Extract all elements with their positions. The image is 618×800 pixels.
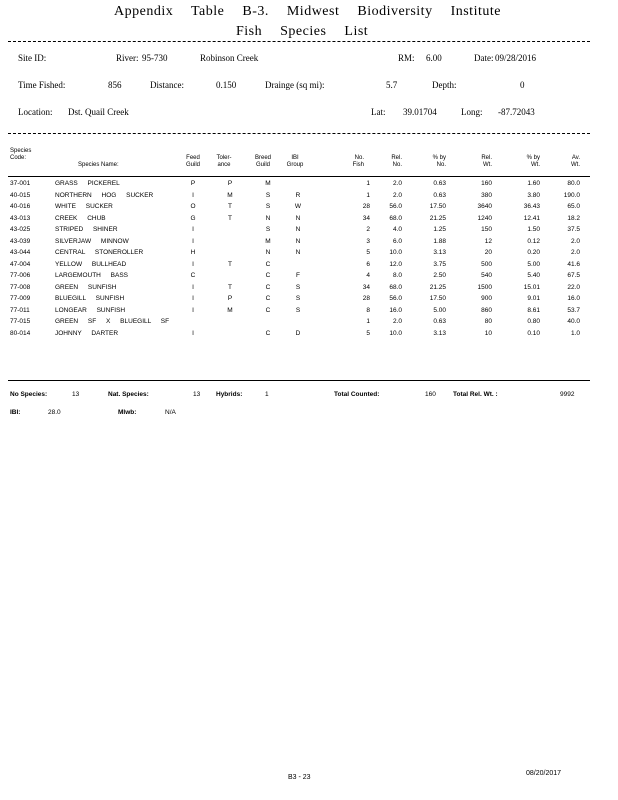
cell-code: 43-044: [10, 249, 31, 256]
cell-pctwt: 5.00: [527, 260, 540, 268]
cell-relwt: 12: [484, 237, 492, 245]
total-rel-wt-label: Total Rel. Wt. :: [453, 391, 498, 398]
cell-breed: C: [265, 329, 271, 337]
location-label: Location:: [18, 107, 53, 117]
cell-toler: T: [228, 203, 232, 210]
cell-code: 47-004: [10, 260, 31, 268]
cell-breed: C: [265, 306, 271, 314]
cell-code: 77-008: [10, 283, 31, 291]
table-row: [0, 180, 618, 191]
cell-avwt: 2.0: [570, 237, 580, 245]
cell-code: 40-015: [10, 191, 31, 199]
cell-name: BLUEGILL SUNFISH: [55, 295, 125, 302]
cell-relno: 56.0: [389, 295, 402, 302]
cell-nofish: 8: [366, 306, 370, 314]
nat-species-value: 13: [193, 391, 201, 398]
long-value: -87.72043: [498, 107, 535, 117]
cell-nofish: 28: [362, 203, 370, 210]
cell-nofish: 3: [366, 237, 370, 245]
cell-name: SILVERJAW MINNOW: [55, 237, 129, 245]
table-row: [0, 284, 618, 295]
cell-breed: C: [265, 295, 271, 302]
no-species-label: No Species:: [10, 391, 48, 398]
cell-avwt: 80.0: [567, 180, 580, 187]
cell-relno: 10.0: [389, 329, 402, 337]
cell-relno: 2.0: [392, 180, 402, 187]
cell-pctwt: 3.80: [527, 191, 540, 199]
cell-nofish: 4: [366, 272, 370, 279]
cell-name: GREEN SUNFISH: [55, 283, 117, 291]
no-species-value: 13: [72, 391, 80, 398]
cell-code: 77-009: [10, 295, 31, 302]
cell-toler: T: [228, 283, 232, 291]
cell-nofish: 6: [366, 260, 370, 268]
cell-pctwt: 36.43: [523, 203, 540, 210]
cell-relwt: 10: [484, 329, 492, 337]
cell-relwt: 3640: [477, 203, 492, 210]
cell-relwt: 1500: [477, 283, 492, 291]
cell-name: CENTRAL STONEROLLER: [55, 249, 144, 256]
cell-feed: I: [192, 329, 194, 337]
cell-breed: N: [265, 214, 271, 222]
cell-ibi: W: [294, 203, 302, 210]
col-pctno-header: % by No.: [432, 155, 446, 168]
cell-feed: C: [190, 272, 196, 279]
cell-avwt: 53.7: [567, 306, 580, 314]
cell-pctwt: 0.80: [527, 318, 540, 325]
date-value: 09/28/2016: [495, 53, 537, 63]
title-divider: [8, 41, 590, 42]
table-bottom-divider: [8, 380, 590, 381]
table-row: [0, 249, 618, 260]
cell-pctno: 21.25: [429, 214, 446, 222]
river-name: Robinson Creek: [200, 53, 259, 63]
col-toler-header: Toler- ance: [216, 155, 232, 168]
cell-toler: M: [227, 191, 233, 199]
cell-pctno: 17.50: [429, 203, 446, 210]
table-row: [0, 215, 618, 226]
cell-ibi: N: [295, 237, 301, 245]
cell-avwt: 18.2: [567, 214, 580, 222]
cell-feed: O: [190, 203, 196, 210]
depth-label: Depth:: [432, 80, 457, 90]
report-title: Appendix Table B-3. Midwest Biodiversity Institute: [114, 4, 501, 19]
table-row: [0, 238, 618, 249]
cell-pctno: 1.25: [433, 226, 446, 233]
cell-breed: C: [265, 283, 271, 291]
cell-avwt: 2.0: [570, 249, 580, 256]
cell-feed: I: [192, 191, 194, 199]
cell-code: 77-011: [10, 306, 30, 314]
cell-toler: P: [227, 295, 233, 302]
cell-avwt: 37.5: [567, 226, 580, 233]
distance-label: Distance:: [150, 80, 184, 90]
table-row: [0, 307, 618, 318]
cell-relwt: 540: [481, 272, 492, 279]
cell-name: JOHNNY DARTER: [55, 329, 119, 337]
table-row: [0, 330, 618, 341]
river-label: River:: [116, 53, 139, 63]
rm-label: RM:: [398, 53, 415, 63]
cell-pctwt: 0.12: [527, 237, 540, 245]
cell-breed: N: [265, 249, 271, 256]
cell-ibi: N: [295, 249, 301, 256]
drainage-value: 5.7: [386, 80, 398, 90]
cell-toler: M: [227, 306, 233, 314]
col-feed-header: Feed Guild: [185, 155, 200, 168]
cell-pctno: 1.88: [433, 237, 446, 245]
cell-avwt: 1.0: [570, 329, 580, 337]
cell-code: 43-013: [10, 214, 31, 222]
cell-code: 77-006: [10, 272, 31, 279]
total-counted-value: 160: [425, 391, 436, 398]
column-header-divider: [8, 176, 590, 177]
cell-name: CREEK CHUB: [55, 214, 106, 222]
cell-pctno: 3.75: [433, 260, 446, 268]
cell-pctwt: 8.61: [527, 306, 540, 314]
cell-avwt: 40.0: [567, 318, 580, 325]
table-row: [0, 318, 618, 329]
cell-relwt: 380: [481, 191, 492, 199]
cell-breed: M: [265, 180, 271, 187]
lat-label: Lat:: [371, 107, 386, 117]
col-avwt-header: Av. Wt.: [571, 155, 580, 168]
ibi-value: 28.0: [48, 409, 61, 416]
rm-value: 6.00: [426, 53, 442, 63]
cell-relno: 4.0: [392, 226, 402, 233]
cell-code: 40-016: [10, 203, 31, 210]
cell-nofish: 5: [366, 249, 370, 256]
cell-feed: I: [192, 237, 194, 245]
col-code-header: Species Code:: [10, 148, 32, 161]
cell-relno: 6.0: [392, 237, 402, 245]
time-fished-label: Time Fished:: [18, 80, 66, 90]
cell-pctno: 2.50: [433, 272, 446, 279]
cell-relwt: 500: [481, 260, 492, 268]
cell-pctwt: 12.41: [523, 214, 540, 222]
cell-ibi: N: [295, 226, 301, 233]
cell-ibi: S: [295, 295, 301, 302]
cell-relwt: 20: [484, 249, 492, 256]
cell-pctno: 0.63: [433, 318, 446, 325]
cell-breed: M: [265, 237, 271, 245]
cell-nofish: 34: [362, 214, 370, 222]
cell-toler: P: [227, 180, 233, 187]
cell-nofish: 1: [366, 180, 370, 187]
cell-feed: H: [190, 249, 196, 256]
cell-pctno: 3.13: [433, 329, 446, 337]
miwb-label: MIwb:: [118, 409, 137, 416]
cell-avwt: 67.5: [567, 272, 580, 279]
cell-name: STRIPED SHINER: [55, 226, 118, 233]
location-value: Dst. Quail Creek: [68, 107, 129, 117]
cell-feed: I: [192, 226, 194, 233]
cell-nofish: 34: [362, 283, 370, 291]
cell-breed: S: [265, 191, 271, 199]
cell-relwt: 860: [481, 306, 492, 314]
cell-relwt: 1240: [477, 214, 492, 222]
cell-code: 43-039: [10, 237, 31, 245]
table-row: [0, 192, 618, 203]
cell-nofish: 1: [366, 191, 370, 199]
cell-pctwt: 9.01: [527, 295, 540, 302]
date-label: Date:: [474, 53, 494, 63]
lat-value: 39.01704: [403, 107, 437, 117]
cell-breed: C: [265, 272, 271, 279]
table-row: [0, 226, 618, 237]
cell-name: LONGEAR SUNFISH: [55, 306, 126, 314]
col-relwt-header: Rel. Wt.: [481, 155, 492, 168]
cell-relno: 68.0: [389, 283, 402, 291]
nat-species-label: Nat. Species:: [108, 391, 149, 398]
cell-toler: T: [228, 214, 232, 222]
ibi-label: IBI:: [10, 409, 21, 416]
cell-nofish: 2: [366, 226, 370, 233]
long-label: Long:: [461, 107, 483, 117]
cell-relwt: 80: [484, 318, 492, 325]
cell-feed: I: [192, 283, 194, 291]
cell-relwt: 900: [481, 295, 492, 302]
cell-ibi: S: [295, 283, 301, 291]
table-row: [0, 272, 618, 283]
cell-breed: S: [265, 203, 271, 210]
cell-feed: G: [190, 214, 196, 222]
cell-relno: 8.0: [392, 272, 402, 279]
depth-value: 0: [520, 80, 525, 90]
cell-relno: 16.0: [389, 306, 402, 314]
cell-avwt: 16.0: [567, 295, 580, 302]
table-row: [0, 203, 618, 214]
cell-feed: I: [192, 306, 194, 314]
col-pctwt-header: % by Wt.: [526, 155, 540, 168]
drainage-label: Drainge (sq mi):: [265, 80, 325, 90]
river-value: 95-730: [142, 53, 168, 63]
cell-avwt: 22.0: [567, 283, 580, 291]
cell-feed: P: [190, 180, 196, 187]
cell-code: 80-014: [10, 329, 31, 337]
cell-nofish: 1: [366, 318, 370, 325]
cell-pctno: 21.25: [429, 283, 446, 291]
col-nofish-header: No. Fish: [352, 155, 364, 168]
print-date: 08/20/2017: [526, 770, 562, 777]
cell-breed: S: [265, 226, 271, 233]
cell-code: 37-001: [10, 180, 31, 187]
cell-nofish: 28: [362, 295, 370, 302]
table-row: [0, 295, 618, 306]
cell-relno: 2.0: [392, 191, 402, 199]
cell-toler: T: [228, 260, 232, 268]
header-divider: [8, 133, 590, 134]
cell-name: YELLOW BULLHEAD: [55, 260, 127, 268]
cell-relwt: 160: [481, 180, 492, 187]
col-relno-header: Rel. No.: [391, 155, 402, 168]
hybrids-label: Hybrids:: [216, 391, 243, 398]
cell-ibi: N: [295, 214, 301, 222]
cell-name: WHITE SUCKER: [55, 203, 113, 210]
table-row: [0, 261, 618, 272]
cell-avwt: 65.0: [567, 203, 580, 210]
total-rel-wt-value: 9992: [560, 391, 575, 398]
distance-value: 0.150: [216, 80, 237, 90]
cell-ibi: F: [296, 272, 300, 279]
cell-pctno: 5.00: [433, 306, 446, 314]
cell-pctwt: 0.10: [527, 329, 540, 337]
cell-relno: 56.0: [389, 203, 402, 210]
cell-name: LARGEMOUTH BASS: [55, 272, 129, 279]
cell-relno: 10.0: [389, 249, 402, 256]
cell-name: GREEN SF X BLUEGILL SF: [55, 318, 170, 325]
cell-code: 77-015: [10, 318, 31, 325]
cell-nofish: 5: [366, 329, 370, 337]
cell-avwt: 41.6: [567, 260, 580, 268]
cell-code: 43-025: [10, 226, 31, 233]
cell-pctno: 3.13: [433, 249, 446, 256]
cell-ibi: S: [295, 306, 301, 314]
page-number: B3 - 23: [288, 774, 311, 781]
cell-relno: 2.0: [392, 318, 402, 325]
cell-pctwt: 0.20: [527, 249, 540, 256]
col-ibi-header: IBI Group: [286, 155, 304, 168]
cell-relno: 68.0: [389, 214, 402, 222]
cell-ibi: D: [295, 329, 301, 337]
total-counted-label: Total Counted:: [334, 391, 380, 398]
cell-relno: 12.0: [389, 260, 402, 268]
cell-relwt: 150: [481, 226, 492, 233]
cell-pctwt: 1.50: [527, 226, 540, 233]
miwb-value: N/A: [165, 409, 176, 416]
time-fished-value: 856: [108, 80, 122, 90]
cell-name: GRASS PICKEREL: [55, 180, 120, 187]
cell-name: NORTHERN HOG SUCKER: [55, 191, 154, 199]
col-name-header: Species Name:: [78, 162, 119, 168]
site-id-label: Site ID:: [18, 53, 47, 63]
cell-breed: C: [265, 260, 271, 268]
cell-feed: I: [192, 260, 194, 268]
cell-feed: I: [192, 295, 194, 302]
col-breed-header: Breed Guild: [254, 155, 271, 168]
hybrids-value: 1: [265, 391, 269, 398]
cell-pctwt: 15.01: [523, 283, 540, 291]
cell-pctno: 0.63: [433, 191, 446, 199]
cell-pctwt: 1.60: [527, 180, 540, 187]
cell-ibi: R: [295, 191, 301, 199]
cell-avwt: 190.0: [563, 191, 580, 199]
cell-pctno: 0.63: [433, 180, 446, 187]
report-subtitle: Fish Species List: [236, 24, 369, 39]
cell-pctwt: 5.40: [527, 272, 540, 279]
cell-pctno: 17.50: [429, 295, 446, 302]
